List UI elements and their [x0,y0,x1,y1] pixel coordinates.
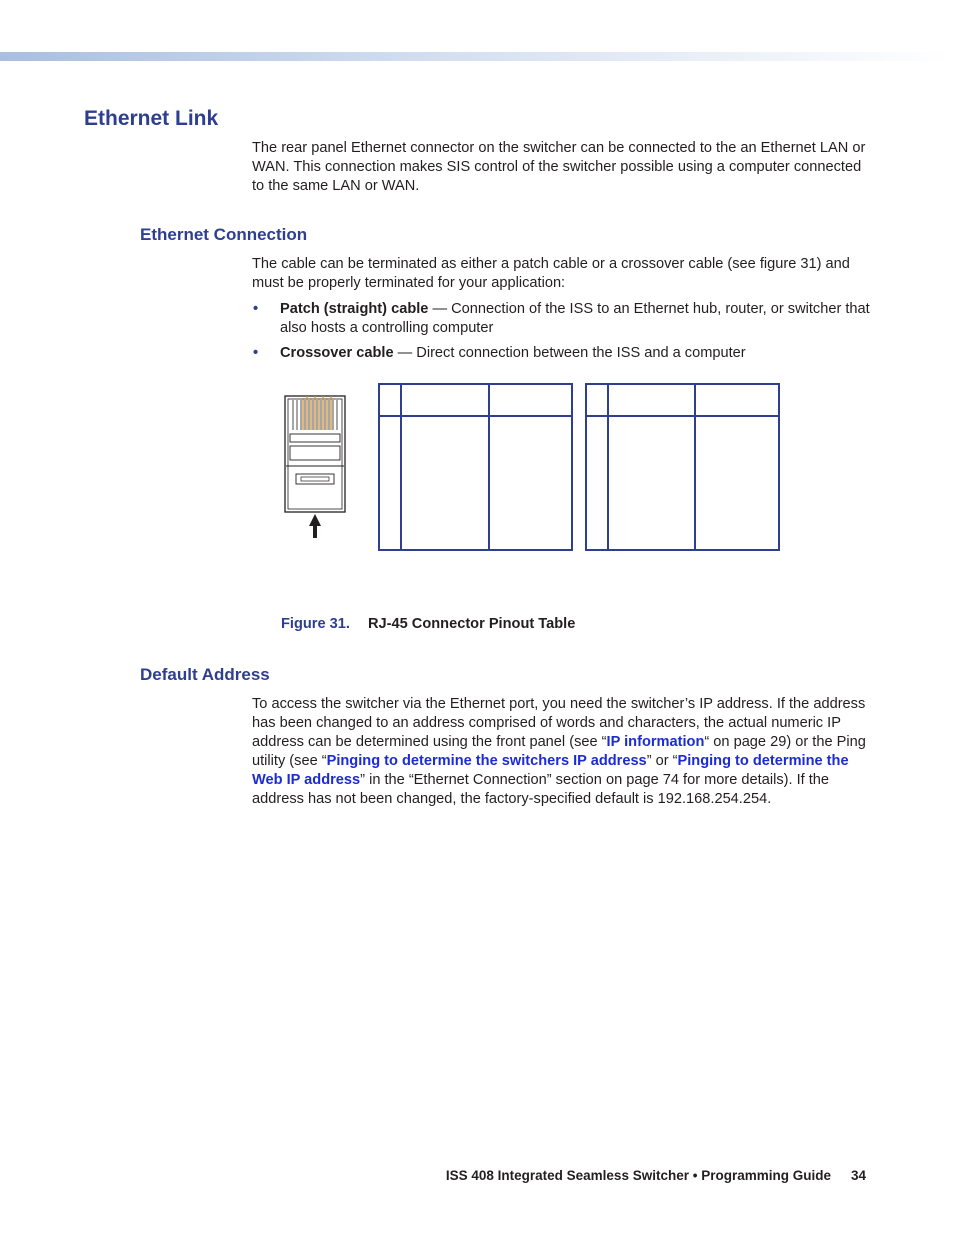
table-divider [400,385,402,549]
section-intro: The rear panel Ethernet connector on the switcher can be connected to the an Ethernet LAN or WAN. This connection makes SIS control of the switcher possible using a computer connected to the same LAN or WAN. [252,140,866,194]
table-divider [488,385,490,549]
body-text: To access the switcher via the Ethernet port, you need the switcher’s IP address. If the address has been changed to an address comprised of words and characters, the actual numeric IP address can be determined using the front panel (see “ [252,696,866,750]
ethernet-connection-intro: The cable can be terminated as either a patch cable or a crossover cable (see figure 31) and must be properly terminated for your application: [252,256,850,291]
list-item [252,300,877,338]
bullet-icon: • [253,345,259,361]
rj45-connector-icon [280,388,350,540]
page-number: 34 [850,1168,866,1183]
section-title: Ethernet Link [84,107,219,130]
table-divider [380,415,571,417]
table-divider [587,415,778,417]
cable-type-list [252,300,877,363]
footer-title: ISS 408 Integrated Seamless Switcher • Programming Guide [445,1168,831,1183]
figure-number: Figure 31. [281,616,350,632]
default-address-body [252,695,872,809]
body-text: ” or “ [646,753,678,769]
bullet-icon: • [253,301,259,317]
list-item [252,344,877,363]
ping-switcher-ip-link[interactable]: Pinging to determine the switchers IP address [326,753,647,769]
figure-caption [281,616,575,632]
body-text: “ on page 29) or the Ping utility (see “ [252,734,866,769]
bullet-term: Crossover cable [280,345,394,361]
bullet-term: Patch (straight) cable [280,301,429,317]
default-address-heading: Default Address [140,665,270,684]
ping-web-ip-link[interactable]: Pinging to determine the Web IP address [252,753,849,788]
pinout-table-crossover [585,383,780,551]
bullet-text: — Connection of the ISS to an Ethernet hub, router, or switcher that also hosts a controlling computer [280,301,870,336]
figure-title: RJ-45 Connector Pinout Table [368,616,576,632]
ethernet-connection-heading: Ethernet Connection [140,225,308,244]
ip-information-link[interactable]: IP information [606,734,705,750]
table-divider [607,385,609,549]
page-footer [446,1168,866,1183]
bullet-text: — Direct connection between the ISS and a computer [393,345,746,361]
header-gradient-bar [0,52,954,61]
table-divider [694,385,696,549]
body-text: ” in the “Ethernet Connection” section on page 74 for more details). If the address has not been changed, the factory-specified default is 192.168.254.254. [252,772,830,807]
pinout-table-patch [378,383,573,551]
